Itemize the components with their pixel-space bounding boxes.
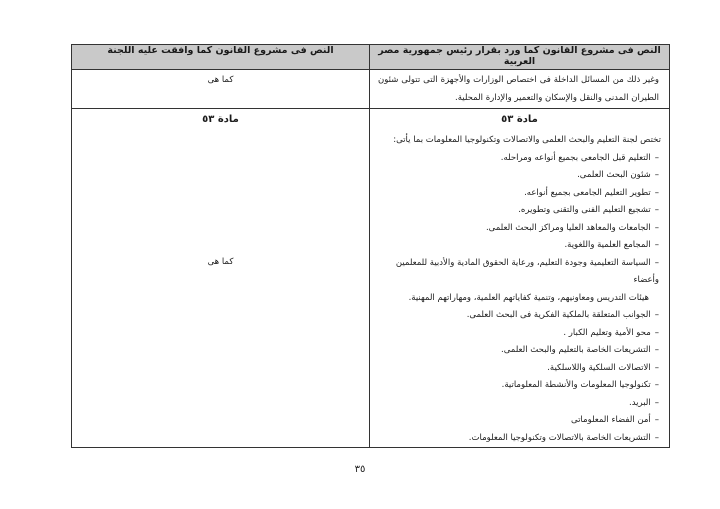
list-item: –تكنولوجيا المعلومات والأنشطة المعلوماتية.	[501, 380, 659, 390]
list-item: –البريد.	[629, 397, 659, 408]
row1-government-cell	[370, 70, 670, 109]
page-number: ٣٥	[354, 464, 366, 475]
list-item: –تطوير التعليم الجامعى بجميع أنواعه.	[524, 187, 659, 198]
row1-committee-cell	[72, 70, 370, 109]
table-row	[72, 70, 670, 109]
list-item: –المجامع العلمية واللغوية.	[564, 240, 659, 250]
row1-committee-text: كما هى	[207, 75, 234, 85]
list-item: –الاتصالات السلكية واللاسلكية.	[547, 362, 659, 373]
list-item: –الجوانب المتعلقة بالملكية الفكرية فى البحث العلمى.	[466, 310, 659, 320]
list-item: –محو الأمية وتعليم الكبار .	[563, 327, 659, 338]
article-intro: تختص لجنة التعليم والبحث العلمى والاتصالات وتكنولوجيا المعلومات بما يأتى:	[393, 135, 661, 145]
list-item: –التعليم قبل الجامعى بجميع أنواعه ومراحله.	[500, 152, 659, 163]
list-item: –تشجيع التعليم الفنى والتقنى وتطويره.	[518, 205, 659, 215]
header-committee-text: النص فى مشروع القانون كما وافقت عليه اللجنة	[72, 45, 370, 70]
comparison-table	[71, 44, 670, 448]
list-item: –التشريعات الخاصة بالاتصالات وتكنولوجيا المعلومات.	[468, 432, 659, 443]
article-title-left: مادة ٥٣	[202, 114, 239, 125]
list-item: –السياسة التعليمية وجودة التعليم، ورعاية الحقوق المادية والأدبية للمعلمين وأعضاء هيئات التدريس ومعاونيهم، وتنمية كفاياتهم العلمية، ومهاراتهم المهنية.	[378, 255, 661, 308]
list-item: –شئون البحث العلمى.	[577, 170, 659, 180]
list-item: –أمن الفضاء المعلوماتى	[570, 415, 659, 425]
list-item: –التشريعات الخاصة بالتعليم والبحث العلمى.	[501, 345, 659, 355]
article-items-list	[370, 150, 669, 448]
article-title-right: مادة ٥٣	[501, 114, 538, 125]
list-item: –الجامعات والمعاهد العليا ومراكز البحث العلمى.	[485, 222, 659, 233]
row2-committee-text: كما هى	[207, 257, 234, 267]
row1-government-text: وغير ذلك من المسائل الداخلة فى اختصاص الوزارات والأجهزة التى تتولى شئون الطيران المدنى والنقل والإسكان والتعمير والإدارة المحلية.	[378, 75, 659, 103]
table-row	[72, 109, 670, 448]
row2-government-cell	[370, 109, 670, 448]
header-government-text: النص فى مشروع القانون كما ورد بقرار رئيس جمهورية مصر العربية	[370, 45, 670, 70]
list-item-continuation: هيئات التدريس ومعاونيهم، وتنمية كفاياتهم العلمية، ومهاراتهم المهنية.	[408, 292, 649, 303]
row2-committee-cell	[72, 109, 370, 448]
